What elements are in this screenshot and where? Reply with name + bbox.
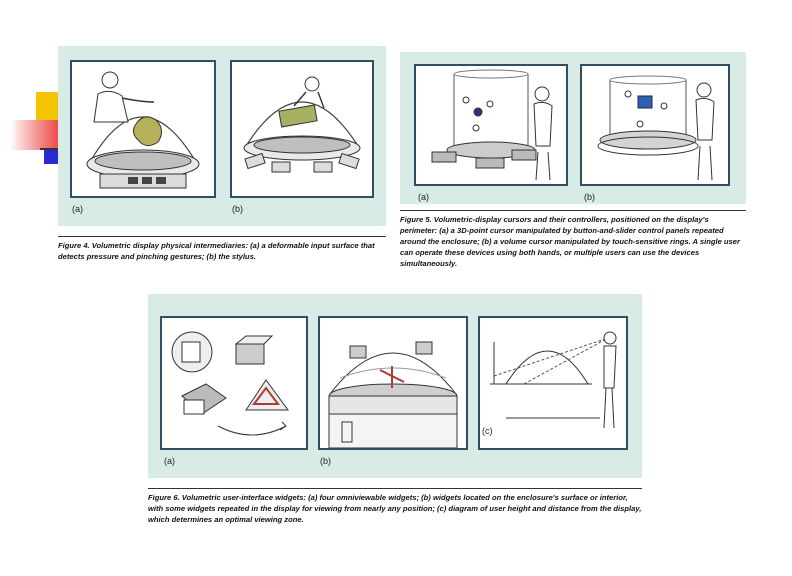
figure5a-illustration <box>414 64 568 186</box>
figure4a-label: (a) <box>72 204 83 214</box>
figure4-caption-rule <box>58 236 386 237</box>
figure5b-label: (b) <box>584 192 595 202</box>
figure4a-drawing <box>72 62 214 196</box>
figure6b-illustration <box>318 316 468 450</box>
figure4b-label: (b) <box>232 204 243 214</box>
figure4b-illustration <box>230 60 374 198</box>
figure5-caption: Figure 5. Volumetric-display cursors and their controllers, positioned on the display's perimeter: (a) a 3D-point cursor manipulated by button-and-slider control panels repeated around the enclosure; (b) a volume cursor manipulated by touch-sensitive rings. A single user can operate these devices using both hands, or multiple users can use the devices simultaneously. <box>400 215 740 268</box>
figure4-caption: Figure 4. Volumetric display physical intermediaries: (a) a deformable input surface that detects pressure and pinching gestures; (b) the stylus. <box>58 241 375 261</box>
figure6-caption-rule <box>148 488 642 489</box>
figure6a-drawing <box>162 318 306 448</box>
figure6a-label: (a) <box>164 456 175 466</box>
decor-blue-square <box>44 150 58 164</box>
figure5-caption-rule <box>400 210 746 211</box>
figure5b-drawing <box>582 66 728 184</box>
figure5a-label: (a) <box>418 192 429 202</box>
figure6b-label: (b) <box>320 456 331 466</box>
figure6c-illustration <box>478 316 628 450</box>
figure4b-drawing <box>232 62 372 196</box>
figure6a-illustration <box>160 316 308 450</box>
figure5b-illustration <box>580 64 730 186</box>
figure6c-drawing <box>480 318 626 448</box>
figure4a-illustration <box>70 60 216 198</box>
figure5a-drawing <box>416 66 566 184</box>
figure6b-drawing <box>320 318 466 448</box>
figure6c-label: (c) <box>482 426 493 436</box>
figure6-caption: Figure 6. Volumetric user-interface widgets: (a) four omniviewable widgets; (b) widgets located on the enclosure's surface or interior, with some widgets repeated in the display for viewing from nearly any position; (c) diagram of user height and distance from the display, which determines an optimal viewing zone. <box>148 493 642 524</box>
